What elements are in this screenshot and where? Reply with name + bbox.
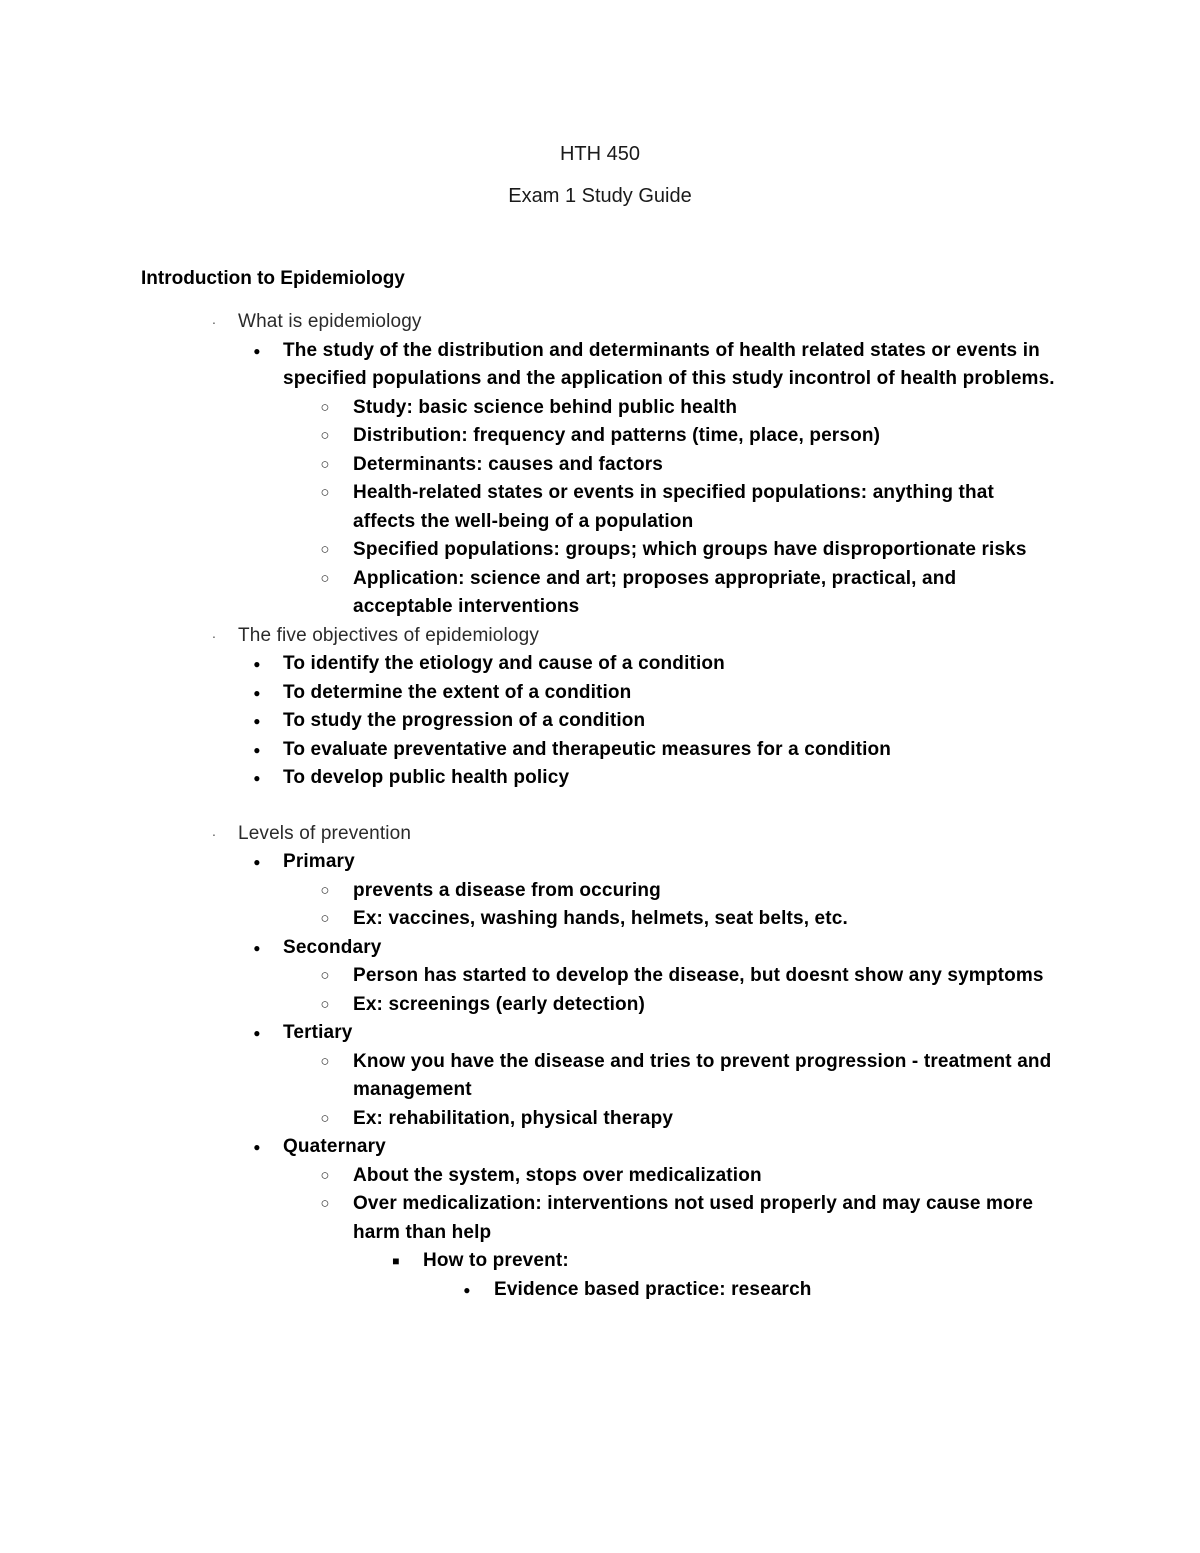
outline-item-text: Know you have the disease and tries to prevent progression - treatment and management — [353, 1050, 1052, 1100]
filled-bullet-icon: ● — [253, 742, 261, 757]
outline-item — [0, 905, 1200, 934]
outline-item — [0, 622, 1200, 651]
hollow-bullet-icon: ○ — [320, 1052, 330, 1070]
outline-item-text: To evaluate preventative and therapeutic measures for a condition — [283, 738, 892, 760]
outline-item — [0, 1133, 1200, 1162]
outline-item — [0, 479, 1200, 536]
hollow-bullet-icon: ○ — [320, 881, 330, 899]
hollow-bullet-icon: ○ — [320, 967, 330, 984]
hollow-bullet-icon: ○ — [320, 1195, 330, 1212]
outline-item — [0, 707, 1200, 736]
outline-item-text: prevents a disease from occuring — [353, 879, 661, 901]
outline-item — [0, 1190, 1200, 1247]
filled-bullet-icon: ● — [253, 1140, 261, 1154]
outline-item-text: Over medicalization: interventions not used properly and may cause more harm than help — [353, 1193, 1034, 1243]
outline-item-text: To study the progression of a condition — [283, 710, 646, 731]
outline-item — [0, 1105, 1200, 1134]
outline-item — [0, 650, 1200, 679]
outline-item-text: To develop public health policy — [283, 767, 570, 788]
square-bullet-icon: ■ — [392, 1254, 400, 1268]
outline-item-text: About the system, stops over medicalization — [353, 1164, 762, 1186]
hollow-bullet-icon: ○ — [320, 484, 330, 501]
hollow-bullet-icon: ○ — [320, 1109, 330, 1127]
section-heading: Introduction to Epidemiology — [141, 268, 405, 289]
outline-item-text: Determinants: causes and factors — [353, 453, 663, 475]
filled-bullet-icon: ● — [253, 343, 261, 358]
outline-item — [0, 394, 1200, 423]
outline-item — [0, 764, 1200, 793]
outline-item-text: What is epidemiology — [238, 311, 422, 332]
study-outline — [0, 308, 1200, 1304]
outline-item-text: Specified populations: groups; which groups have disproportionate risks — [353, 539, 1027, 560]
outline-item — [0, 1019, 1200, 1048]
hollow-bullet-icon: ○ — [320, 541, 330, 558]
outline-item — [0, 848, 1200, 877]
small-dot-bullet-icon: · — [211, 314, 217, 330]
outline-item-text: Person has started to develop the disease, but doesnt show any symptoms — [353, 965, 1044, 986]
outline-item — [0, 991, 1200, 1020]
hollow-bullet-icon: ○ — [320, 569, 330, 587]
hollow-bullet-icon: ○ — [320, 1166, 330, 1184]
outline-item-text: How to prevent: — [423, 1250, 569, 1271]
outline-item — [0, 337, 1200, 394]
outline-item-text: Evidence based practice: research — [494, 1278, 812, 1300]
outline-item — [0, 422, 1200, 451]
outline-item — [0, 565, 1200, 622]
outline-item — [0, 308, 1200, 337]
outline-item-text: Primary — [283, 851, 355, 872]
outline-item — [0, 877, 1200, 906]
filled-bullet-icon: ● — [253, 771, 261, 785]
filled-bullet-icon: ● — [253, 1026, 261, 1040]
outline-item — [0, 934, 1200, 963]
hollow-bullet-icon: ○ — [320, 995, 330, 1013]
outline-item — [0, 679, 1200, 708]
outline-item — [0, 962, 1200, 991]
hollow-bullet-icon: ○ — [320, 455, 330, 473]
outline-item — [0, 451, 1200, 480]
outline-item-text: Ex: screenings (early detection) — [353, 993, 646, 1015]
outline-item-text: Distribution: frequency and patterns (time, place, person) — [353, 425, 881, 446]
filled-bullet-icon: ● — [253, 685, 261, 700]
outline-item-text: Ex: rehabilitation, physical therapy — [353, 1107, 674, 1129]
outline-item-text: The five objectives of epidemiology — [238, 624, 539, 646]
filled-bullet-icon: ● — [253, 714, 261, 728]
outline-item — [0, 536, 1200, 565]
outline-item-text: Ex: vaccines, washing hands, helmets, seat belts, etc. — [353, 908, 848, 929]
outline-item — [0, 736, 1200, 765]
hollow-bullet-icon: ○ — [320, 910, 330, 927]
outline-item-text: Quaternary — [283, 1136, 386, 1157]
document-title: HTH 450 — [559, 143, 641, 165]
hollow-bullet-icon: ○ — [320, 398, 330, 416]
filled-bullet-icon: ● — [463, 1282, 471, 1297]
document-subtitle: Exam 1 Study Guide — [508, 185, 692, 207]
outline-item-text: Application: science and art; proposes appropriate, practical, and acceptable interventions — [353, 567, 957, 617]
outline-item-text: The study of the distribution and determinants of health related states or events in specified populations and the application of this study incontrol of health problems. — [283, 339, 1055, 389]
outline-item-text: Levels of prevention — [238, 822, 412, 844]
filled-bullet-icon: ● — [253, 855, 261, 869]
outline-item — [0, 820, 1200, 849]
outline-item — [0, 1247, 1200, 1276]
outline-item-text: Study: basic science behind public health — [353, 396, 738, 418]
filled-bullet-icon: ● — [253, 940, 261, 955]
outline-item-text: To determine the extent of a condition — [283, 681, 632, 703]
hollow-bullet-icon: ○ — [320, 427, 330, 444]
filled-bullet-icon: ● — [253, 657, 261, 671]
small-dot-bullet-icon: · — [211, 825, 217, 842]
small-dot-bullet-icon: · — [211, 627, 217, 644]
outline-item-text: Tertiary — [283, 1022, 353, 1043]
outline-item — [0, 1048, 1200, 1105]
outline-item-text: Secondary — [283, 936, 382, 958]
outline-item-text: To identify the etiology and cause of a condition — [283, 653, 725, 674]
outline-item — [0, 1162, 1200, 1191]
outline-item — [0, 1276, 1200, 1305]
outline-item-text: Health-related states or events in specified populations: anything that affects the well-being of a population — [353, 482, 994, 532]
